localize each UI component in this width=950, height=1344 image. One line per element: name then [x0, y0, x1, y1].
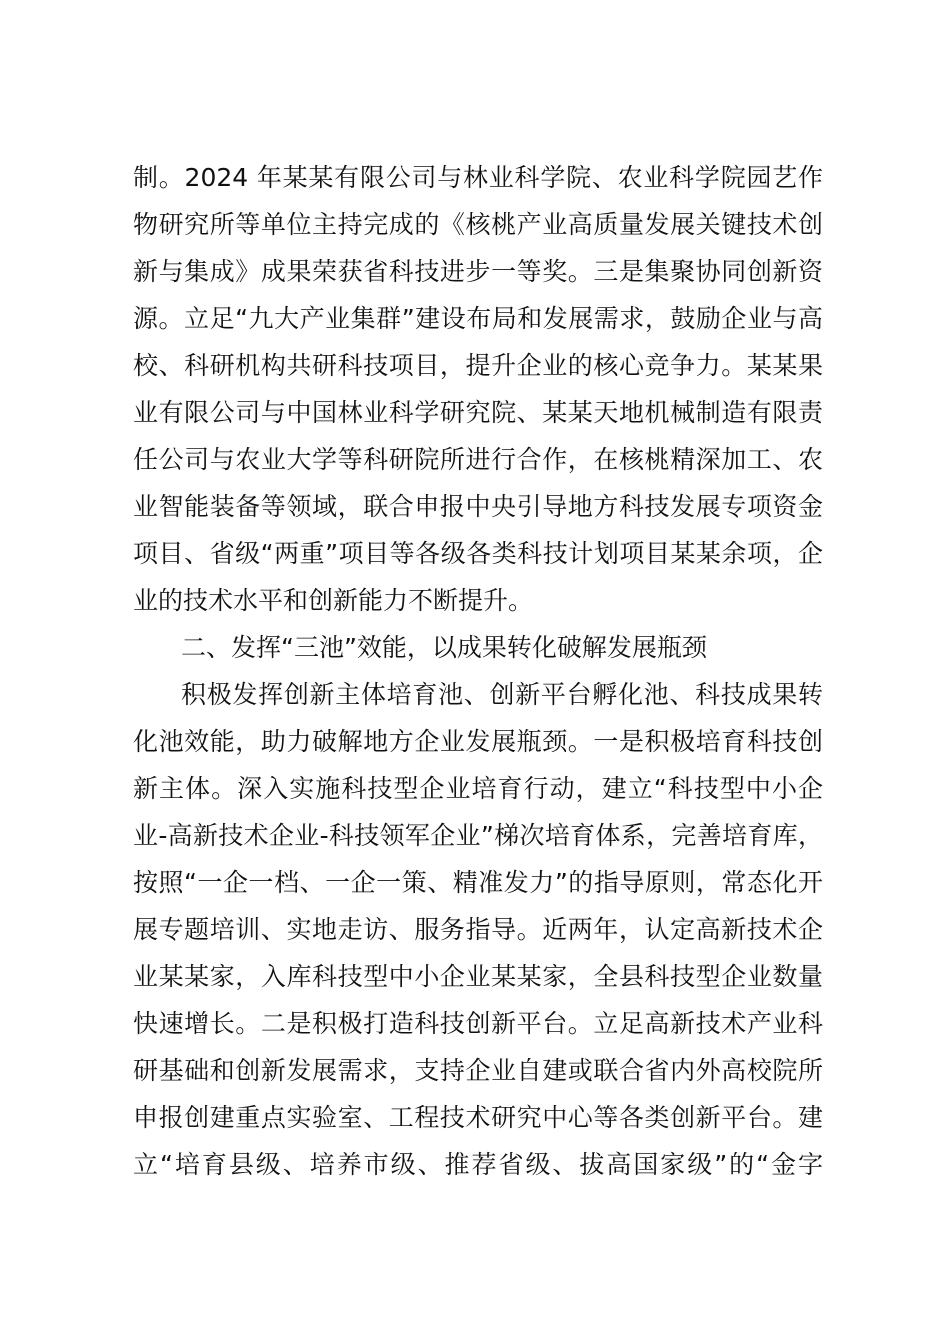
body-line-text: 制。2024 年某某有限公司与林业科学院、农业科学院园艺作: [133, 163, 823, 192]
body-line-text: 项目、省级“两重”项目等各级各类科技计划项目某某余项，企: [133, 539, 823, 568]
body-line-text: 新与集成》成果荣获省科技进步一等奖。三是集聚协同创新资: [133, 257, 823, 286]
body-line-text: 校、科研机构共研科技项目，提升企业的核心竞争力。某某果: [133, 351, 823, 380]
body-line-text: 积极发挥创新主体培育池、创新平台孵化池、科技成果转: [181, 680, 823, 709]
body-line-text: 快速增长。二是积极打造科技创新平台。立足高新技术产业科: [133, 1009, 823, 1038]
body-line: [133, 436, 823, 483]
body-line-text: 业某某家，入库科技型中小企业某某家，全县科技型企业数量: [133, 962, 823, 991]
body-line-text: 按照“一企一档、一企一策、精准发力”的指导原则，常态化开: [133, 868, 823, 897]
body-line-text: 申报创建重点实验室、工程技术研究中心等各类创新平台。建: [133, 1103, 823, 1132]
body-line: [133, 530, 823, 577]
body-line-text: 研基础和创新发展需求，支持企业自建或联合省内外高校院所: [133, 1056, 823, 1085]
body-line-text: 源。立足“九大产业集群”建设布局和发展需求，鼓励企业与高: [133, 304, 823, 333]
body-line: [133, 1141, 823, 1188]
body-line: [133, 483, 823, 530]
body-line: [133, 248, 823, 295]
body-line: [133, 1000, 823, 1047]
body-line-text: 业智能装备等领域，联合申报中央引导地方科技发展专项资金: [133, 492, 823, 521]
body-line: [133, 765, 823, 812]
body-line: [133, 201, 823, 248]
body-line: [133, 1047, 823, 1094]
body-line: [133, 154, 823, 201]
section-heading: [133, 624, 823, 671]
body-line: [133, 1094, 823, 1141]
body-line-text: 任公司与农业大学等科研院所进行合作，在核桃精深加工、农: [133, 445, 823, 474]
body-line: [133, 342, 823, 389]
body-line-text: 新主体。深入实施科技型企业培育行动，建立“科技型中小企: [133, 774, 823, 803]
body-line: [133, 389, 823, 436]
section-heading-text: 二、发挥“三池”效能，以成果转化破解发展瓶颈: [181, 633, 707, 662]
document-body: [133, 154, 823, 1188]
body-line: [133, 812, 823, 859]
paragraph-end-line: [133, 577, 823, 624]
paragraph-first-line: [133, 671, 823, 718]
body-line-text: 展专题培训、实地走访、服务指导。近两年，认定高新技术企: [133, 915, 823, 944]
body-line-text: 业的技术水平和创新能力不断提升。: [133, 586, 534, 615]
body-line: [133, 859, 823, 906]
body-line-text: 业有限公司与中国林业科学研究院、某某天地机械制造有限责: [133, 398, 823, 427]
body-line-text: 业-高新技术企业-科技领军企业”梯次培育体系，完善培育库，: [133, 821, 823, 850]
body-line-text: 化池效能，助力破解地方企业发展瓶颈。一是积极培育科技创: [133, 727, 823, 756]
body-line: [133, 906, 823, 953]
body-line: [133, 718, 823, 765]
body-line-text: 立“培育县级、培养市级、推荐省级、拔高国家级”的“金字: [133, 1150, 823, 1179]
body-line-text: 物研究所等单位主持完成的《核桃产业高质量发展关键技术创: [133, 210, 823, 239]
body-line: [133, 953, 823, 1000]
body-line: [133, 295, 823, 342]
